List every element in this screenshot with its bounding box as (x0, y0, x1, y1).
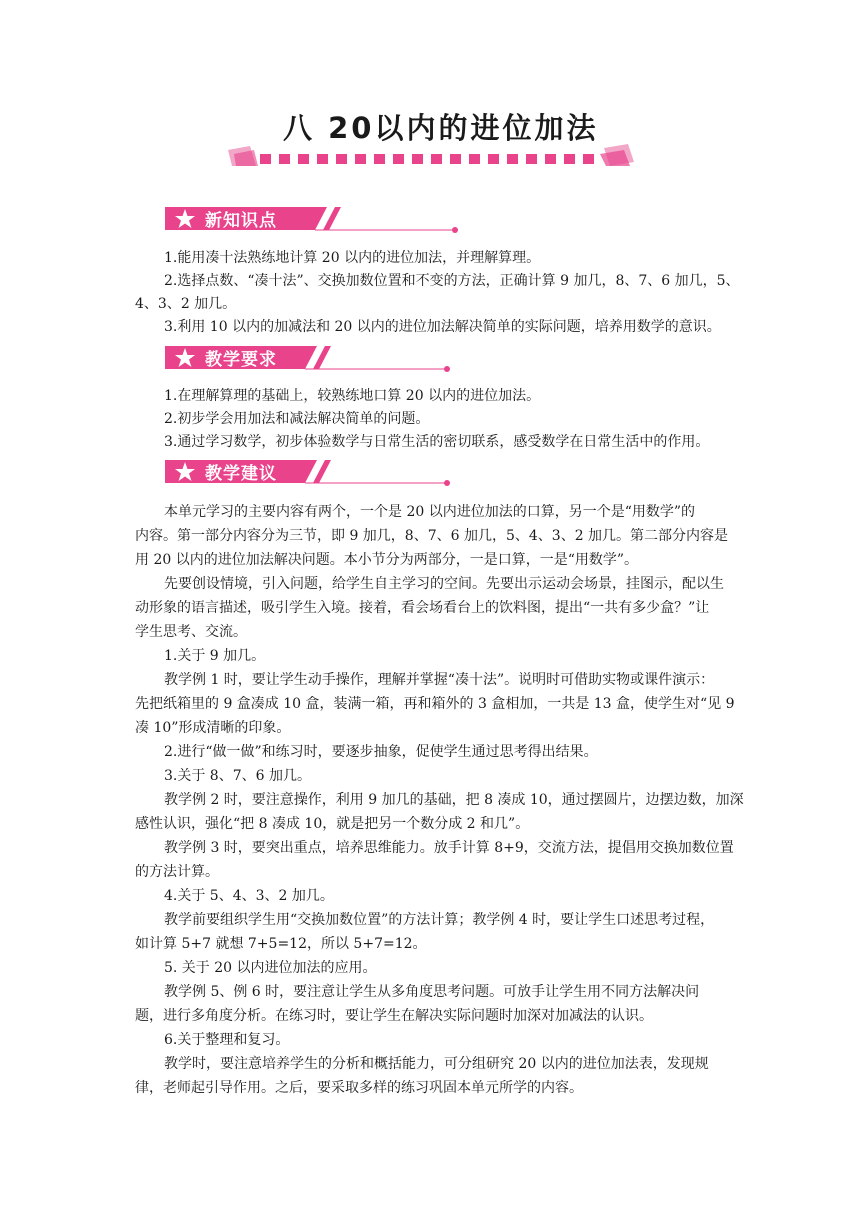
paragraph-line: 教学例 5、例 6 时，要注意让学生从多角度思考问题。可放手让学生用不同方法解决问 (164, 984, 700, 1000)
section-title: 教学要求 (205, 350, 277, 370)
page-title: 八 20以内的进位加法 (283, 111, 599, 145)
paragraph-line: 动形象的语言描述，吸引学生入境。接着，看会场看台上的饮料图，提出“一共有多少盒？”让 (135, 600, 710, 616)
paragraph-line: 教学前要组织学生用“交换加数位置”的方法计算；教学例 4 时，要让学生口述思考过程， (164, 912, 715, 928)
paragraph-line: 学生思考、交流。 (135, 624, 247, 640)
star-icon (175, 348, 195, 367)
paragraph-line: 凑 10”形成清晰的印象。 (135, 720, 291, 736)
chapter-header (228, 100, 638, 175)
section-title: 教学建议 (205, 464, 277, 484)
paragraph-line: 如计算 5+7 就想 7+5=12，所以 5+7=12。 (135, 936, 427, 952)
paragraph-line: 先要创设情境，引入问题，给学生自主学习的空间。先要出示运动会场景，挂图示，配以生 (164, 576, 724, 592)
paragraph-line: 感性认识，强化“把 8 凑成 10，就是把另一个数分成 2 和几”。 (135, 816, 530, 832)
section-header-teaching-suggestions (165, 458, 465, 484)
section-header-teaching-requirements (165, 344, 465, 370)
paragraph-line: 2.进行“做一做”和练习时，要逐步抽象，促使学生通过思考得出结果。 (164, 744, 598, 760)
paragraph-line: 5. 关于 20 以内进位加法的应用。 (164, 960, 377, 976)
paragraph-line: 3.通过学习数学，初步体验数学与日常生活的密切联系，感受数学在日常生活中的作用。 (164, 434, 710, 450)
section-title: 新知识点 (205, 211, 277, 231)
paragraph-line: 的方法计算。 (135, 864, 219, 880)
paragraph-line: 律，老师起引导作用。之后，要采取多样的练习巩固本单元所学的内容。 (135, 1080, 583, 1096)
paragraph-line: 教学时，要注意培养学生的分析和概括能力，可分组研究 20 以内的进位加法表，发现规 (164, 1056, 709, 1072)
section-header-new-knowledge (165, 205, 465, 231)
paragraph-line: 1.能用凑十法熟练地计算 20 以内的进位加法，并理解算理。 (164, 250, 541, 266)
paragraph-line: 教学例 2 时，要注意操作，利用 9 加几的基础，把 8 凑成 10，通过摆圆片，边摆边数，加深 (164, 792, 744, 808)
star-icon (175, 209, 195, 228)
title-banner-decoration (228, 144, 638, 168)
paragraph-line: 2.初步学会用加法和减法解决简单的问题。 (164, 411, 430, 427)
paragraph-line: 本单元学习的主要内容有两个，一个是 20 以内进位加法的口算，另一个是“用数学”的 (164, 504, 696, 520)
paragraph-line: 6.关于整理和复习。 (164, 1032, 290, 1048)
paragraph-line: 内容。第一部分内容分为三节，即 9 加几，8、7、6 加几，5、4、3、2 加几。第二部分内容是 (135, 528, 729, 544)
paragraph-line: 4、3、2 加几。 (135, 296, 237, 312)
paragraph-line: 3.关于 8、7、6 加几。 (164, 768, 311, 784)
paragraph-line: 教学例 3 时，要突出重点，培养思维能力。放手计算 8+9，交流方法，提倡用交换加数位置 (164, 840, 734, 856)
paragraph-line: 先把纸箱里的 9 盒凑成 10 盒，装满一箱，再和箱外的 3 盒相加，一共是 13 盒，使学生对“见 9 (135, 696, 735, 712)
paragraph-line: 教学例 1 时，要让学生动手操作，理解并掌握“凑十法”。说明时可借助实物或课件演示： (164, 672, 715, 688)
paragraph-line: 3.利用 10 以内的加减法和 20 以内的进位加法解决简单的实际问题，培养用数学的意识。 (164, 319, 721, 335)
paragraph-line: 用 20 以内的进位加法解决问题。本小节分为两部分，一是口算，一是“用数学”。 (135, 552, 639, 568)
paragraph-line: 题，进行多角度分析。在练习时，要让学生在解决实际问题时加深对加减法的认识。 (135, 1008, 653, 1024)
star-icon (175, 462, 195, 481)
paragraph-line: 2.选择点数、“凑十法”、交换加数位置和不变的方法，正确计算 9 加几，8、7、6 加几，5、 (164, 273, 740, 289)
paragraph-line: 1.关于 9 加几。 (164, 648, 266, 664)
paragraph-line: 1.在理解算理的基础上，较熟练地口算 20 以内的进位加法。 (164, 388, 541, 404)
paragraph-line: 4.关于 5、4、3、2 加几。 (164, 888, 334, 904)
